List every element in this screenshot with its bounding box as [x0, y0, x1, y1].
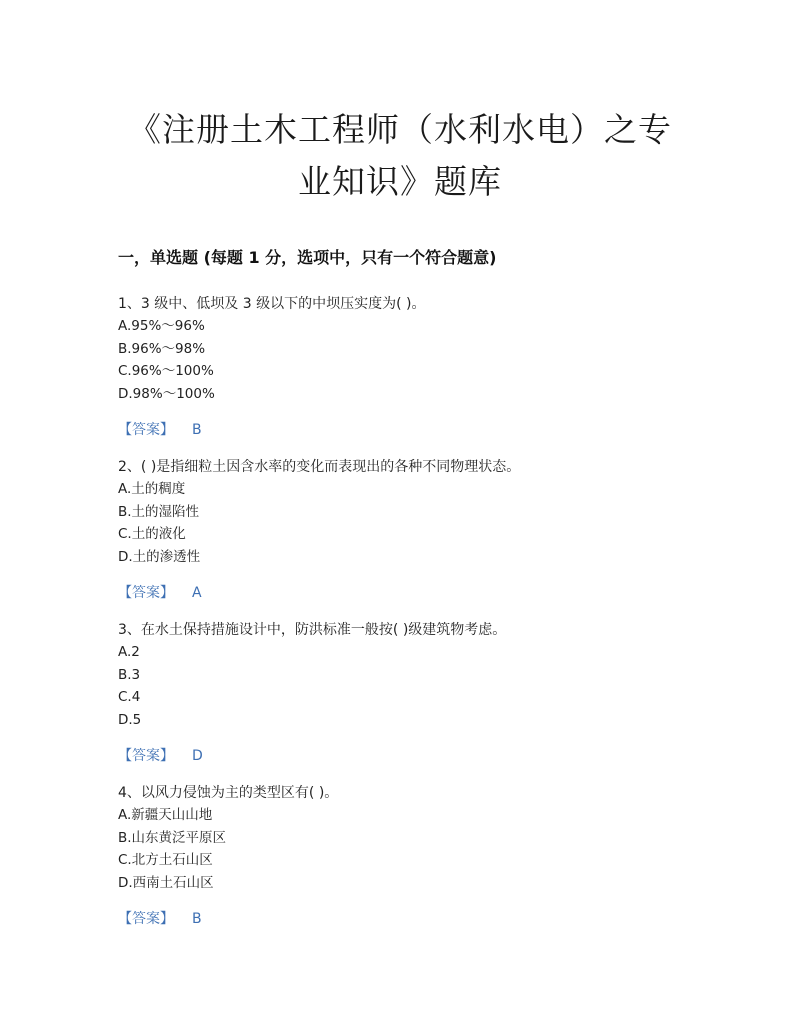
option-c: C.4 [118, 689, 141, 705]
option-a: A.95%～96% [118, 318, 205, 334]
answer-line [118, 908, 718, 930]
option-b: B.土的湿陷性 [118, 503, 200, 520]
question-stem: 4、以风力侵蚀为主的类型区有( )。 [118, 785, 339, 801]
answer-value: A [192, 585, 202, 601]
question-stem: 2、( )是指细粒土因含水率的变化而表现出的各种不同物理状态。 [118, 459, 521, 475]
answer-line [118, 582, 718, 604]
question-stem: 3、在水土保持措施设计中，防洪标准一般按( )级建筑物考虑。 [118, 622, 507, 638]
answer-line [118, 419, 718, 441]
option-c: C.土的液化 [118, 526, 186, 542]
document-title [100, 104, 700, 208]
option-a: A.土的稠度 [118, 481, 186, 497]
answer-label: 【答案】 [118, 911, 174, 927]
answer-value: D [192, 748, 203, 764]
option-b: B.山东黄泛平原区 [118, 829, 227, 846]
question-4 [118, 782, 718, 930]
option-d: D.土的渗透性 [118, 548, 201, 565]
answer-value: B [192, 911, 202, 927]
option-b: B.96%～98% [118, 340, 206, 357]
answer-line [118, 745, 718, 767]
option-a: A.新疆天山山地 [118, 807, 213, 823]
answer-label: 【答案】 [118, 585, 174, 601]
question-1 [118, 293, 718, 441]
option-c: C.北方土石山区 [118, 852, 213, 868]
answer-label: 【答案】 [118, 748, 174, 764]
section-heading: 一，单选题 (每题 1 分，选项中，只有一个符合题意) [118, 248, 497, 267]
document-title-line-1: 《注册土木工程师（水利水电）之专 [128, 110, 672, 149]
answer-value: B [192, 422, 202, 438]
option-c: C.96%～100% [118, 363, 214, 379]
question-2 [118, 456, 718, 604]
option-d: D.西南土石山区 [118, 874, 214, 891]
document-title-line-2: 业知识》题库 [298, 162, 502, 201]
option-b: B.3 [118, 666, 141, 683]
option-d: D.5 [118, 711, 142, 728]
option-d: D.98%～100% [118, 385, 215, 402]
question-3 [118, 619, 718, 767]
option-a: A.2 [118, 644, 140, 660]
question-stem: 1、3 级中、低坝及 3 级以下的中坝压实度为( )。 [118, 296, 426, 312]
answer-label: 【答案】 [118, 422, 174, 438]
